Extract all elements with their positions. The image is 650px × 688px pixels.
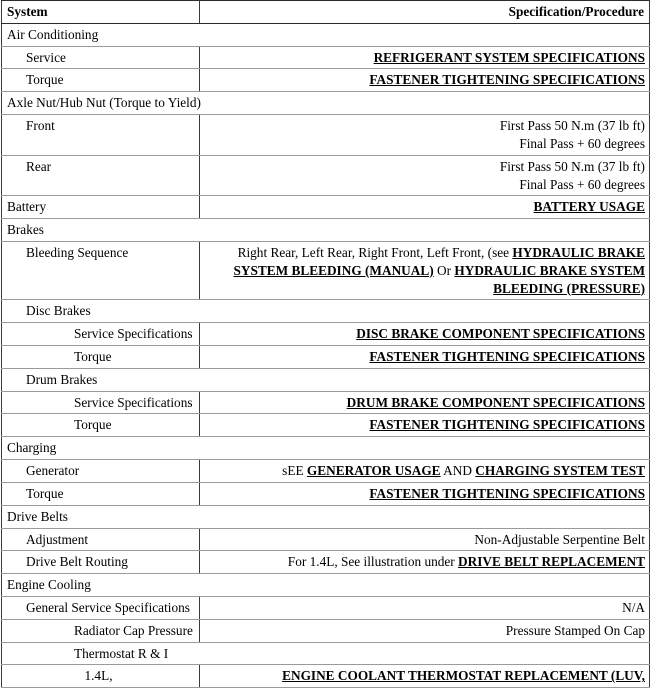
specifications-table [1,0,650,688]
row-label: Torque [2,346,200,369]
table-row [2,528,650,551]
table-row [2,619,650,642]
row-label: Torque [2,414,200,437]
section-label: Charging [2,437,650,460]
table-row [2,115,650,156]
row-value[interactable]: ENGINE COOLANT THERMOSTAT REPLACEMENT (LUV, [200,665,650,688]
row-label: Torque [2,482,200,505]
row-value[interactable]: FASTENER TIGHTENING SPECIFICATIONS [200,414,650,437]
table-row [2,346,650,369]
section-header-row [2,437,650,460]
row-value: First Pass 50 N.m (37 lb ft) Final Pass + 60 degrees [200,155,650,196]
row-value: Non-Adjustable Serpentine Belt [200,528,650,551]
section-header-row [2,368,650,391]
section-header-row [2,300,650,323]
table-row [2,46,650,69]
row-label: Radiator Cap Pressure [2,619,200,642]
table-row [2,665,650,688]
row-value[interactable]: FASTENER TIGHTENING SPECIFICATIONS [200,482,650,505]
section-label: Thermostat R & I [2,642,650,665]
table-row [2,323,650,346]
row-label: Service Specifications [2,391,200,414]
table-row [2,482,650,505]
section-label: Brakes [2,219,650,242]
section-label: Axle Nut/Hub Nut (Torque to Yield) [2,92,650,115]
row-label: General Service Specifications [2,596,200,619]
row-label: Bleeding Sequence [2,241,200,299]
row-value[interactable]: sEE GENERATOR USAGE AND CHARGING SYSTEM TEST [200,460,650,483]
row-value: First Pass 50 N.m (37 lb ft) Final Pass + 60 degrees [200,115,650,156]
section-label: Disc Brakes [2,300,650,323]
section-header-row [2,23,650,46]
table-row [2,460,650,483]
section-header-row [2,505,650,528]
row-value[interactable]: DRUM BRAKE COMPONENT SPECIFICATIONS [200,391,650,414]
row-value[interactable]: FASTENER TIGHTENING SPECIFICATIONS [200,346,650,369]
section-header-row [2,92,650,115]
section-label: Drive Belts [2,505,650,528]
row-label: Front [2,115,200,156]
table-body [2,1,650,688]
row-value[interactable]: REFRIGERANT SYSTEM SPECIFICATIONS [200,46,650,69]
table-row [2,414,650,437]
row-value: Pressure Stamped On Cap [200,619,650,642]
row-label: Service [2,46,200,69]
row-value[interactable]: Right Rear, Left Rear, Right Front, Left Front, (see HYDRAULIC BRAKE SYSTEM BLEEDING (MANUAL) Or HYDRAULIC BRAKE SYSTEM BLEEDING (PRESSURE) [200,241,650,299]
table-row [2,69,650,92]
row-label: 1.4L, [2,665,200,688]
row-label: Torque [2,69,200,92]
table-row [2,551,650,574]
section-label: Drum Brakes [2,368,650,391]
row-label: Rear [2,155,200,196]
table-row [2,155,650,196]
section-header-row [2,642,650,665]
row-label: Generator [2,460,200,483]
row-value[interactable]: For 1.4L, See illustration under DRIVE BELT REPLACEMENT [200,551,650,574]
table-header-row [2,1,650,24]
row-value[interactable]: FASTENER TIGHTENING SPECIFICATIONS [200,69,650,92]
row-label: Drive Belt Routing [2,551,200,574]
row-value[interactable]: DISC BRAKE COMPONENT SPECIFICATIONS [200,323,650,346]
column-header-system: System [2,1,200,24]
table-row [2,596,650,619]
table-row [2,196,650,219]
section-label: Engine Cooling [2,574,650,597]
section-header-row [2,574,650,597]
row-value[interactable]: BATTERY USAGE [200,196,650,219]
row-label: Adjustment [2,528,200,551]
row-label: Service Specifications [2,323,200,346]
table-row [2,391,650,414]
row-label: Battery [2,196,200,219]
column-header-specification: Specification/Procedure [200,1,650,24]
section-label: Air Conditioning [2,23,650,46]
section-header-row [2,219,650,242]
row-value: N/A [200,596,650,619]
table-row [2,241,650,299]
